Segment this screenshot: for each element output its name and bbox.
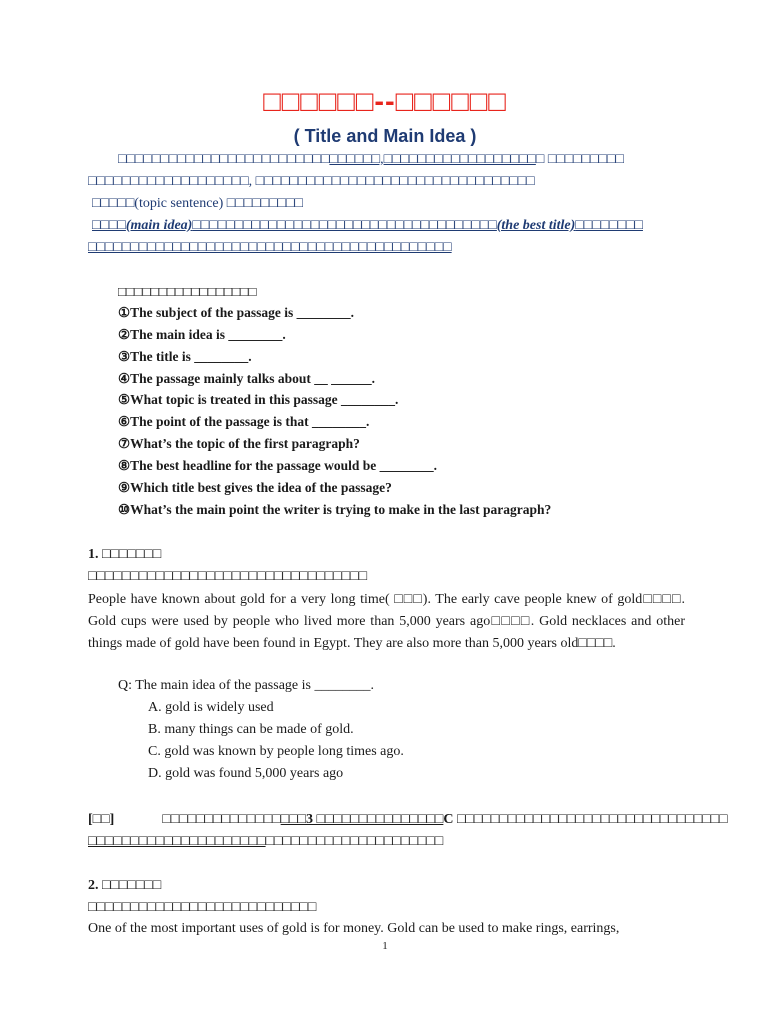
intro-line-4 — [92, 216, 692, 236]
intro-text: □□□□□□□□□□□□□□□□□□□□□□□□□ — [118, 152, 330, 167]
page-number: 1 — [382, 940, 388, 952]
question-item: ④The passage mainly talks about __ ______. — [118, 371, 376, 386]
intro-text: □□□□□□□□□ — [223, 196, 303, 211]
section-2-subheading: □□□□□□□□□□□□□□□□□□□□□□□□□□□ — [88, 900, 317, 915]
section-1-heading: 1. □□□□□□□ — [88, 547, 162, 562]
answer-option: B. many things can be made of gold. — [148, 722, 354, 737]
analysis-text: C □□□□□□□□□□□□□□□□□□□□□□□□□□□□□□□□ — [443, 812, 728, 827]
question-item: ⑩What’s the main point the writer is trying to make in the last paragraph? — [118, 502, 552, 517]
intro-line-3 — [92, 194, 692, 214]
question-item: ⑨Which title best gives the idea of the passage? — [118, 480, 392, 495]
question-item: ①The subject of the passage is ________. — [118, 305, 354, 320]
analysis-line-1 — [88, 810, 728, 830]
section-1-question: Q: The main idea of the passage is ________. — [118, 678, 374, 693]
intro-underlined-text: □□□□□□,□□□□□□□□□□□□□□□□□□ — [329, 152, 536, 167]
intro-line-5: □□□□□□□□□□□□□□□□□□□□□□□□□□□□□□□□□□□□□□□□□□□ — [88, 240, 452, 255]
answer-option: A. gold is widely used — [148, 700, 274, 715]
intro-text: □□□□□□□□ — [575, 218, 643, 233]
page-subtitle: ( Title and Main Idea ) — [293, 126, 477, 146]
analysis-underlined-text: □□□□□□□□□□□□□□□□□□□□□ — [88, 834, 266, 849]
question-item: ③The title is ________. — [118, 349, 252, 364]
answer-option: D. gold was found 5,000 years ago — [148, 766, 344, 781]
topic-sentence-term: (topic sentence) — [134, 196, 224, 211]
section-1-subheading: □□□□□□□□□□□□□□□□□□□□□□□□□□□□□□□□□ — [88, 569, 368, 584]
best-title-term: (the best title) — [496, 218, 576, 233]
intro-text: □□□□□□□□□□□□□□□□□□□□□□□□□□□□□□□□□□□□ — [192, 218, 497, 233]
question-item: ②The main idea is ________. — [118, 327, 286, 342]
analysis-label: [□□] — [88, 812, 115, 827]
intro-text: □□□□□ — [92, 196, 135, 211]
section-2-passage: One of the most important uses of gold is for money. Gold can be used to make rings, earrings, — [88, 921, 620, 936]
question-item: ⑧The best headline for the passage would be ________. — [118, 458, 438, 473]
section-1-passage: People have known about gold for a very long time( □□□). The early cave people knew of gold□□□□. Gold cups were used by people who lived more than 5,000 years ago□□□□. Gold necklaces and other things made of gold have been found in Egypt. They are also more than 5,000 years old□□□□. — [88, 592, 685, 651]
analysis-text: □□□□□□□□□□□□□□ — [162, 812, 281, 827]
main-idea-term: (main idea) — [125, 218, 193, 233]
questions-heading: □□□□□□□□□□□□□□□□□ — [118, 284, 257, 299]
intro-line-2: □□□□□□□□□□□□□□□□□□□, □□□□□□□□□□□□□□□□□□□□□□□□□□□□□□□□□ — [88, 174, 535, 189]
analysis-text: □□□□□□□□□□□□□□□□□□□□□ — [265, 834, 444, 849]
intro-text: □□□□ — [92, 218, 126, 233]
intro-line-1 — [118, 150, 718, 170]
analysis-line-2 — [88, 832, 688, 852]
intro-text: □ □□□□□□□□□ — [535, 152, 624, 167]
analysis-underlined-text: □□□3 □□□□□□□□□□□□□□□ — [280, 812, 444, 827]
question-item: ⑥The point of the passage is that ________. — [118, 414, 370, 429]
question-item: ⑦What’s the topic of the first paragraph? — [118, 436, 360, 451]
section-2-heading: 2. □□□□□□□ — [88, 878, 162, 893]
question-item: ⑤What topic is treated in this passage ________. — [118, 392, 399, 407]
page-title: □□□□□□--□□□□□□ — [263, 86, 507, 118]
answer-option: C. gold was known by people long times ago. — [148, 744, 404, 759]
